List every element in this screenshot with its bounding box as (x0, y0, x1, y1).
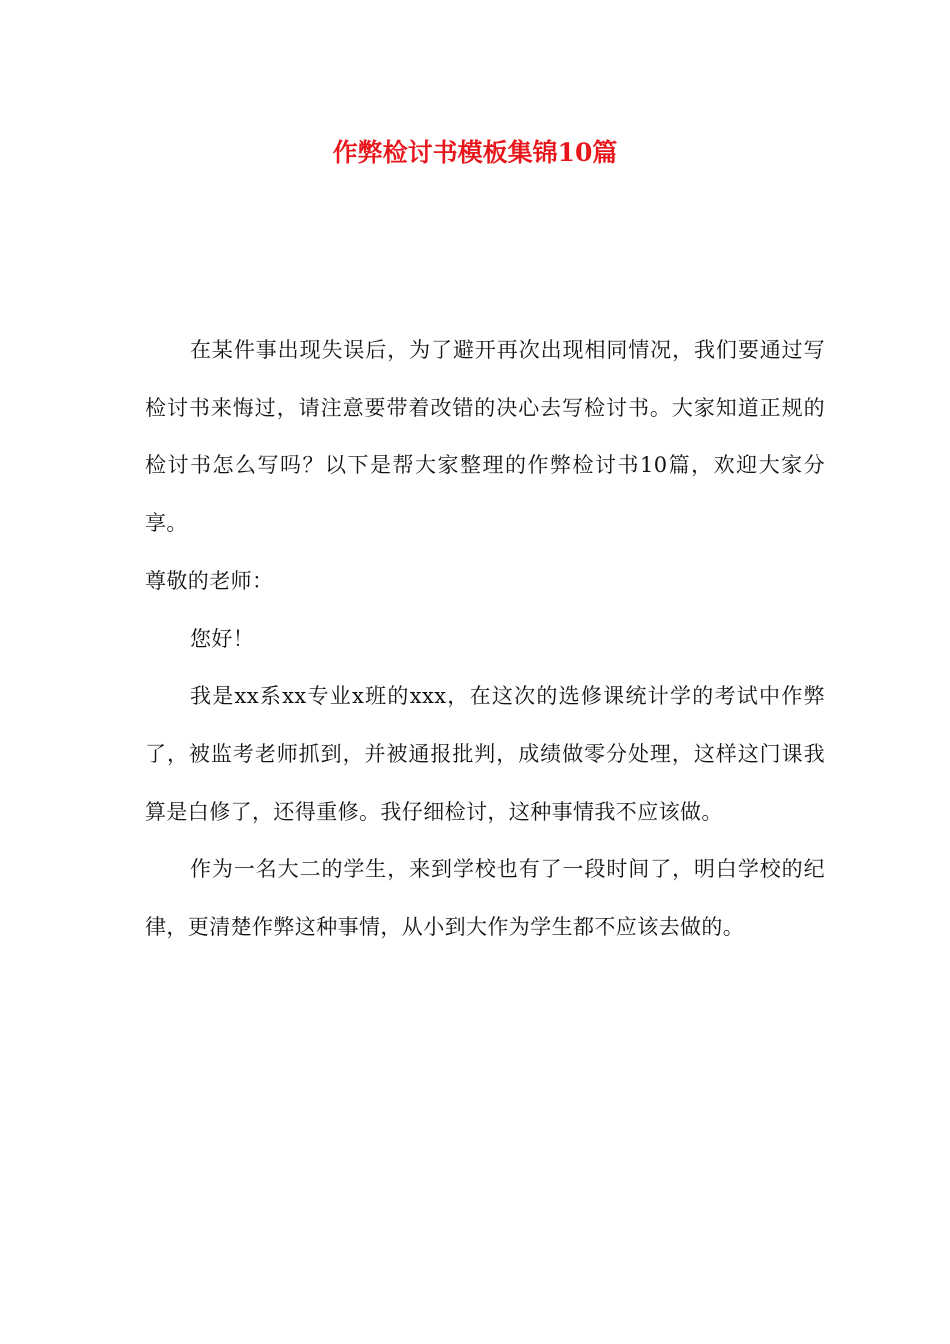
body-paragraph-1: 我是xx系xx专业x班的xxx，在这次的选修课统计学的考试中作弊了，被监考老师抓到，并被通报批判，成绩做零分处理，这样这门课我算是白修了，还得重修。我仔细检讨，这种事情我不应该做。 (145, 684, 825, 824)
salutation: 尊敬的老师： (145, 568, 274, 593)
greeting: 您好！ (190, 626, 255, 651)
intro-paragraph: 在某件事出现失误后，为了避开再次出现相同情况，我们要通过写检讨书来悔过，请注意要带着改错的决心去写检讨书。大家知道正规的检讨书怎么写吗？以下是帮大家整理的作弊检讨书10篇，欢迎大家分享。 (145, 338, 825, 536)
document-title: 作弊检讨书模板集锦10篇 (332, 138, 618, 167)
document-body (145, 322, 825, 957)
body-paragraph-2: 作为一名大二的学生，来到学校也有了一段时间了，明白学校的纪律，更清楚作弊这种事情，从小到大作为学生都不应该去做的。 (145, 857, 825, 940)
